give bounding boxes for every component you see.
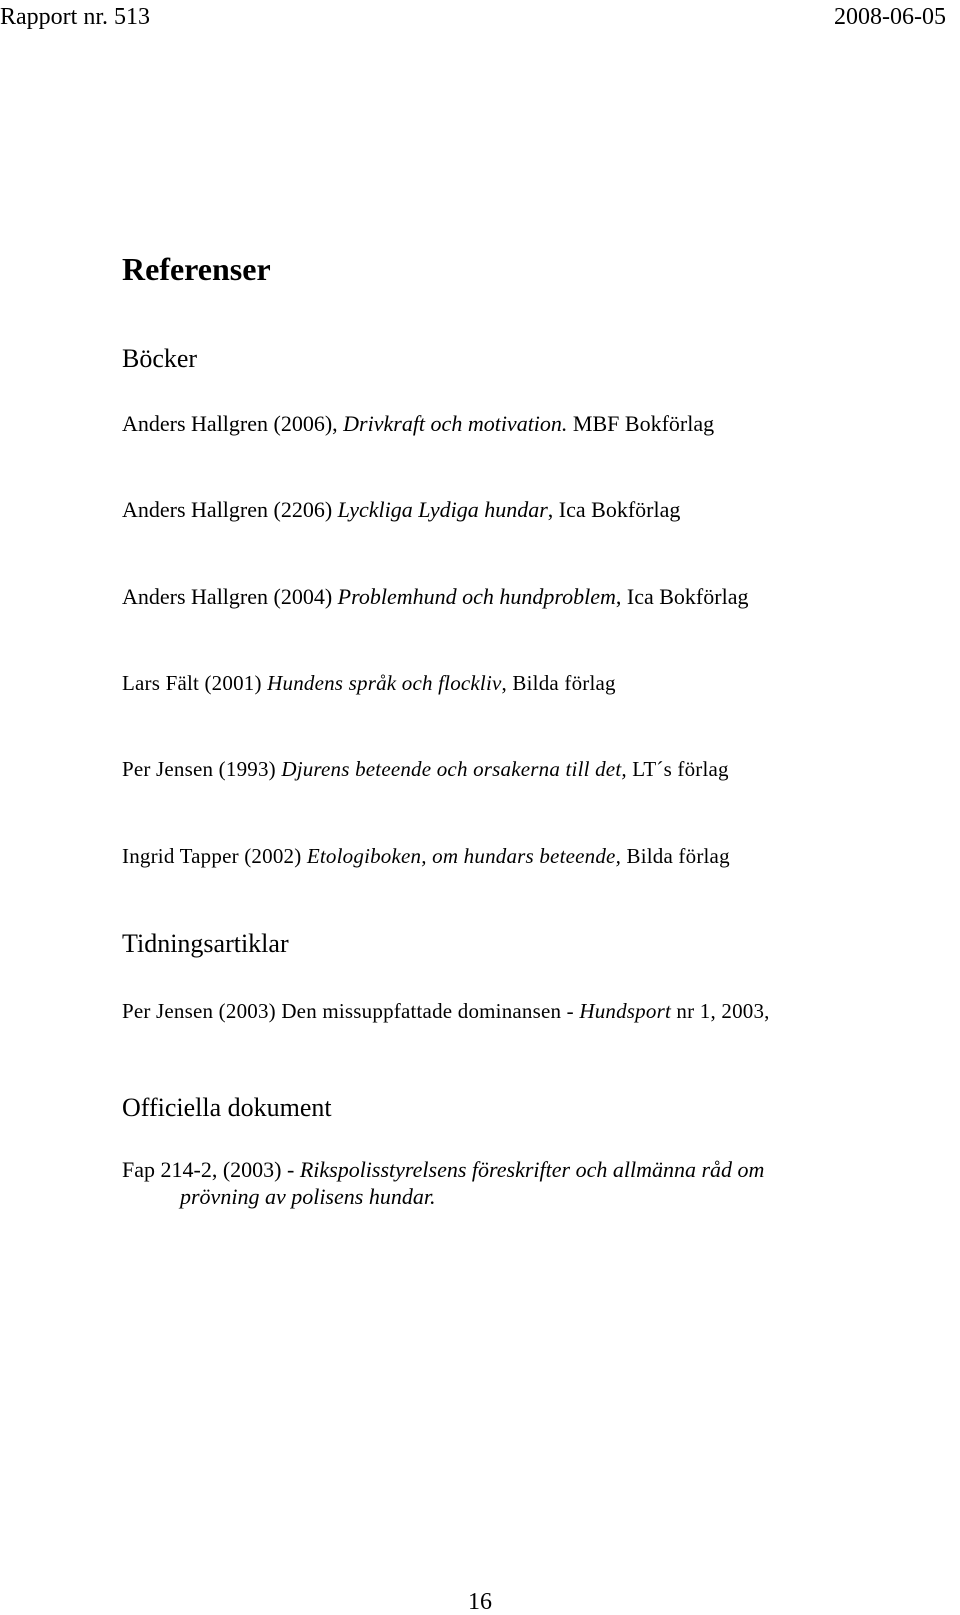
reference-title: Hundens språk och flockliv [267,671,502,695]
reference-title: Rikspolisstyrelsens föreskrifter och allmänna råd om [299,1157,765,1182]
reference-publisher: , Ica Bokförlag [547,497,681,522]
reference-entry [122,998,770,1024]
reference-publisher: , Bilda förlag [501,671,616,695]
section-heading-articles: Tidningsartiklar [122,929,289,958]
reference-title: Problemhund och hundproblem [337,584,616,609]
reference-title: Etologiboken, om hundars beteende, [306,844,622,868]
reference-title: Drivkraft och motivation. [343,411,568,436]
reference-title-continuation: prövning av polisens hundar. [180,1184,436,1209]
reference-title: Lyckliga Lydiga hundar [337,497,548,522]
section-heading-books: Böcker [122,344,198,373]
reference-author: Anders Hallgren (2206) [122,497,338,522]
reference-entry [122,584,748,610]
reference-author: Fap 214-2, (2003) - [122,1157,300,1182]
reference-author: Per Jensen (1993) [122,757,282,781]
reference-publisher: LT´s förlag [626,757,729,781]
reference-title: Djurens beteende och orsakerna till det, [281,757,627,781]
report-date: 2008-06-05 [834,4,946,30]
reference-publisher: , Ica Bokförlag [615,584,749,609]
reference-author: Ingrid Tapper (2002) [122,844,307,868]
reference-entry [122,843,730,869]
report-number: Rapport nr. 513 [0,4,150,30]
reference-author: Per Jensen (2003) Den missuppfattade dominansen - [122,999,580,1023]
page-title: Referenser [122,251,271,287]
reference-publisher: nr 1, 2003, [670,999,770,1023]
section-heading-official: Officiella dokument [122,1093,332,1122]
reference-author: Anders Hallgren (2004) [122,584,338,609]
reference-entry [122,497,680,523]
reference-author: Lars Fält (2001) [122,671,268,695]
reference-entry [122,411,714,437]
reference-entry [122,670,616,696]
reference-entry [122,756,729,782]
reference-publisher: MBF Bokförlag [567,411,715,436]
reference-entry [122,1157,764,1183]
reference-title: Hundsport [579,999,671,1023]
reference-author: Anders Hallgren (2006), [122,411,344,436]
reference-publisher: Bilda förlag [621,844,730,868]
page-number: 16 [468,1589,492,1615]
